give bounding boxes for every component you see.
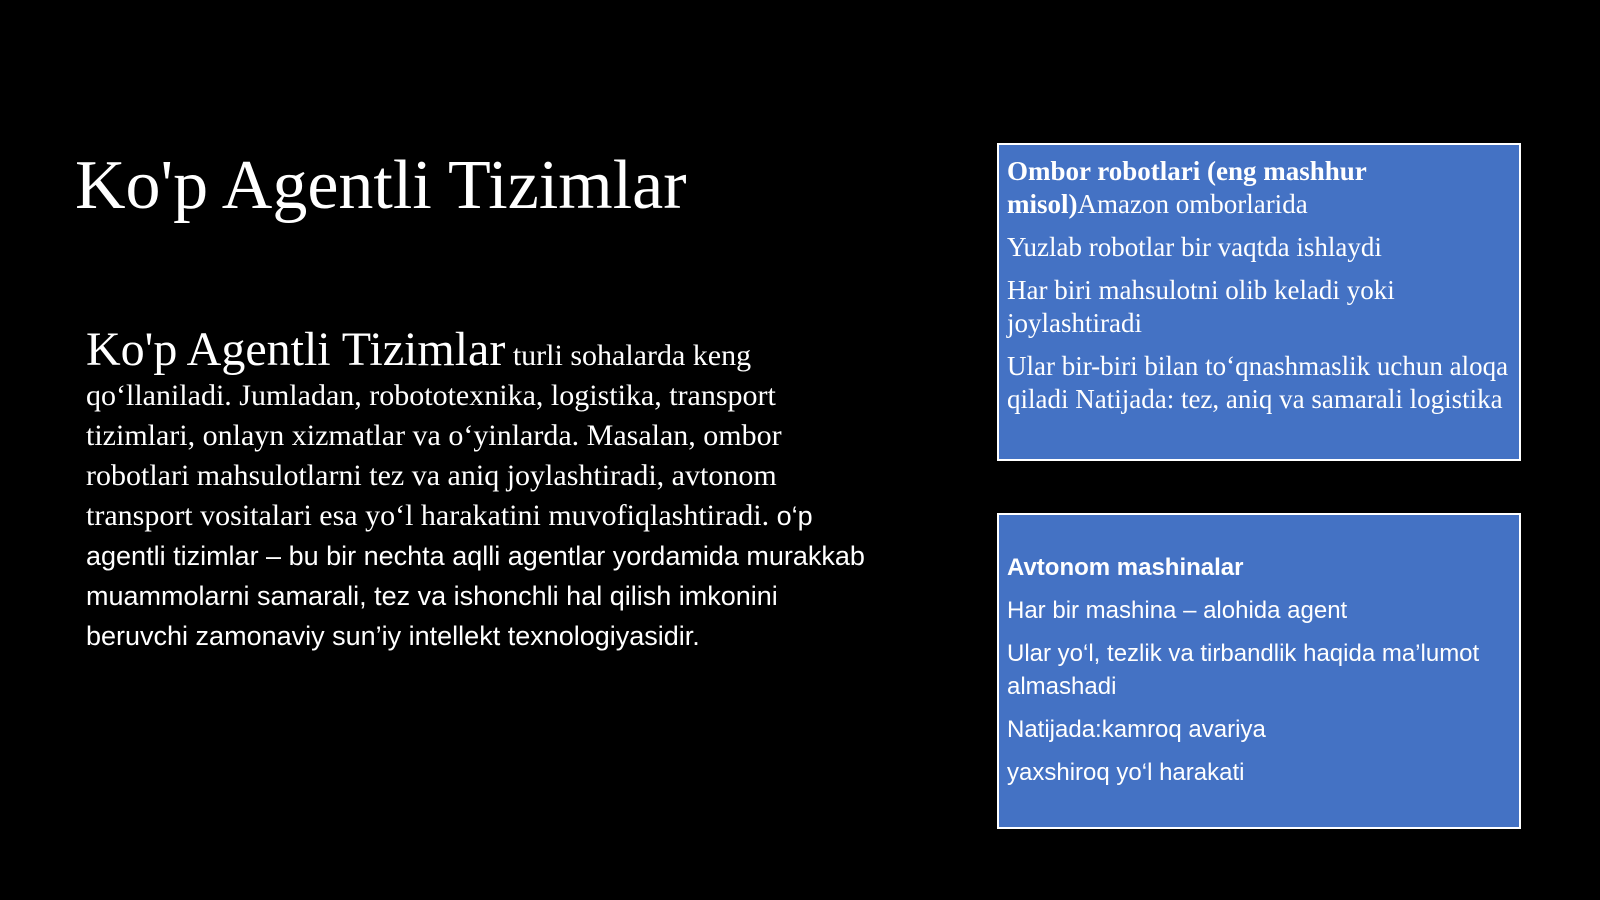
warehouse-card-heading-rest: Amazon omborlarida xyxy=(1077,189,1308,219)
autonomous-card-item: Har bir mashina – alohida agent xyxy=(1007,597,1348,624)
autonomous-card-heading: Avtonom mashinalar xyxy=(1007,554,1244,581)
body-text xyxy=(86,323,876,656)
autonomous-card-item: Natijada:kamroq avariya xyxy=(1007,716,1266,743)
body-serif-text: turli sohalarda keng qo‘llaniladi. Jumladan, robototexnika, logistika, transport tizimlari, onlayn xizmatlar va o‘yinlarda. Masalan, ombor robotlari mahsulotlarni tez va aniq joylashtiradi, avtonom transport vositalari esa yo‘l harakatini muvofiqlashtiradi. xyxy=(86,339,782,532)
body-serif-paragraph xyxy=(86,323,782,532)
slide-title: Ko'p Agentli Tizimlar xyxy=(75,147,687,224)
body-sans-text: o‘p agentli tizimlar – bu bir nechta aqlli agentlar yordamida murakkab muammolarni samarali, tez va ishonchli hal qilish imkonini beruvchi zamonaviy sun’iy intellekt texnologiyasidir. xyxy=(86,501,865,651)
warehouse-card-heading-line xyxy=(1007,155,1511,221)
body-lead: Ko'p Agentli Tizimlar xyxy=(86,323,506,376)
warehouse-card-item: Har biri mahsulotni olib keladi yoki joylashtiradi xyxy=(1007,275,1395,338)
warehouse-card-item: Ular bir-biri bilan to‘qnashmaslik uchun aloqa qiladi Natijada: tez, aniq va samarali logistika xyxy=(1007,351,1509,414)
autonomous-card-item: yaxshiroq yo‘l harakati xyxy=(1007,759,1245,786)
autonomous-card-item: Ular yo‘l, tezlik va tirbandlik haqida ma’lumot almashadi xyxy=(1007,640,1480,700)
warehouse-card-item: Yuzlab robotlar bir vaqtda ishlaydi xyxy=(1007,232,1382,262)
warehouse-robots-card xyxy=(997,143,1521,461)
autonomous-cars-card xyxy=(997,513,1521,829)
warehouse-card-heading: Ombor robotlari (eng mashhur misol) xyxy=(1007,156,1367,219)
